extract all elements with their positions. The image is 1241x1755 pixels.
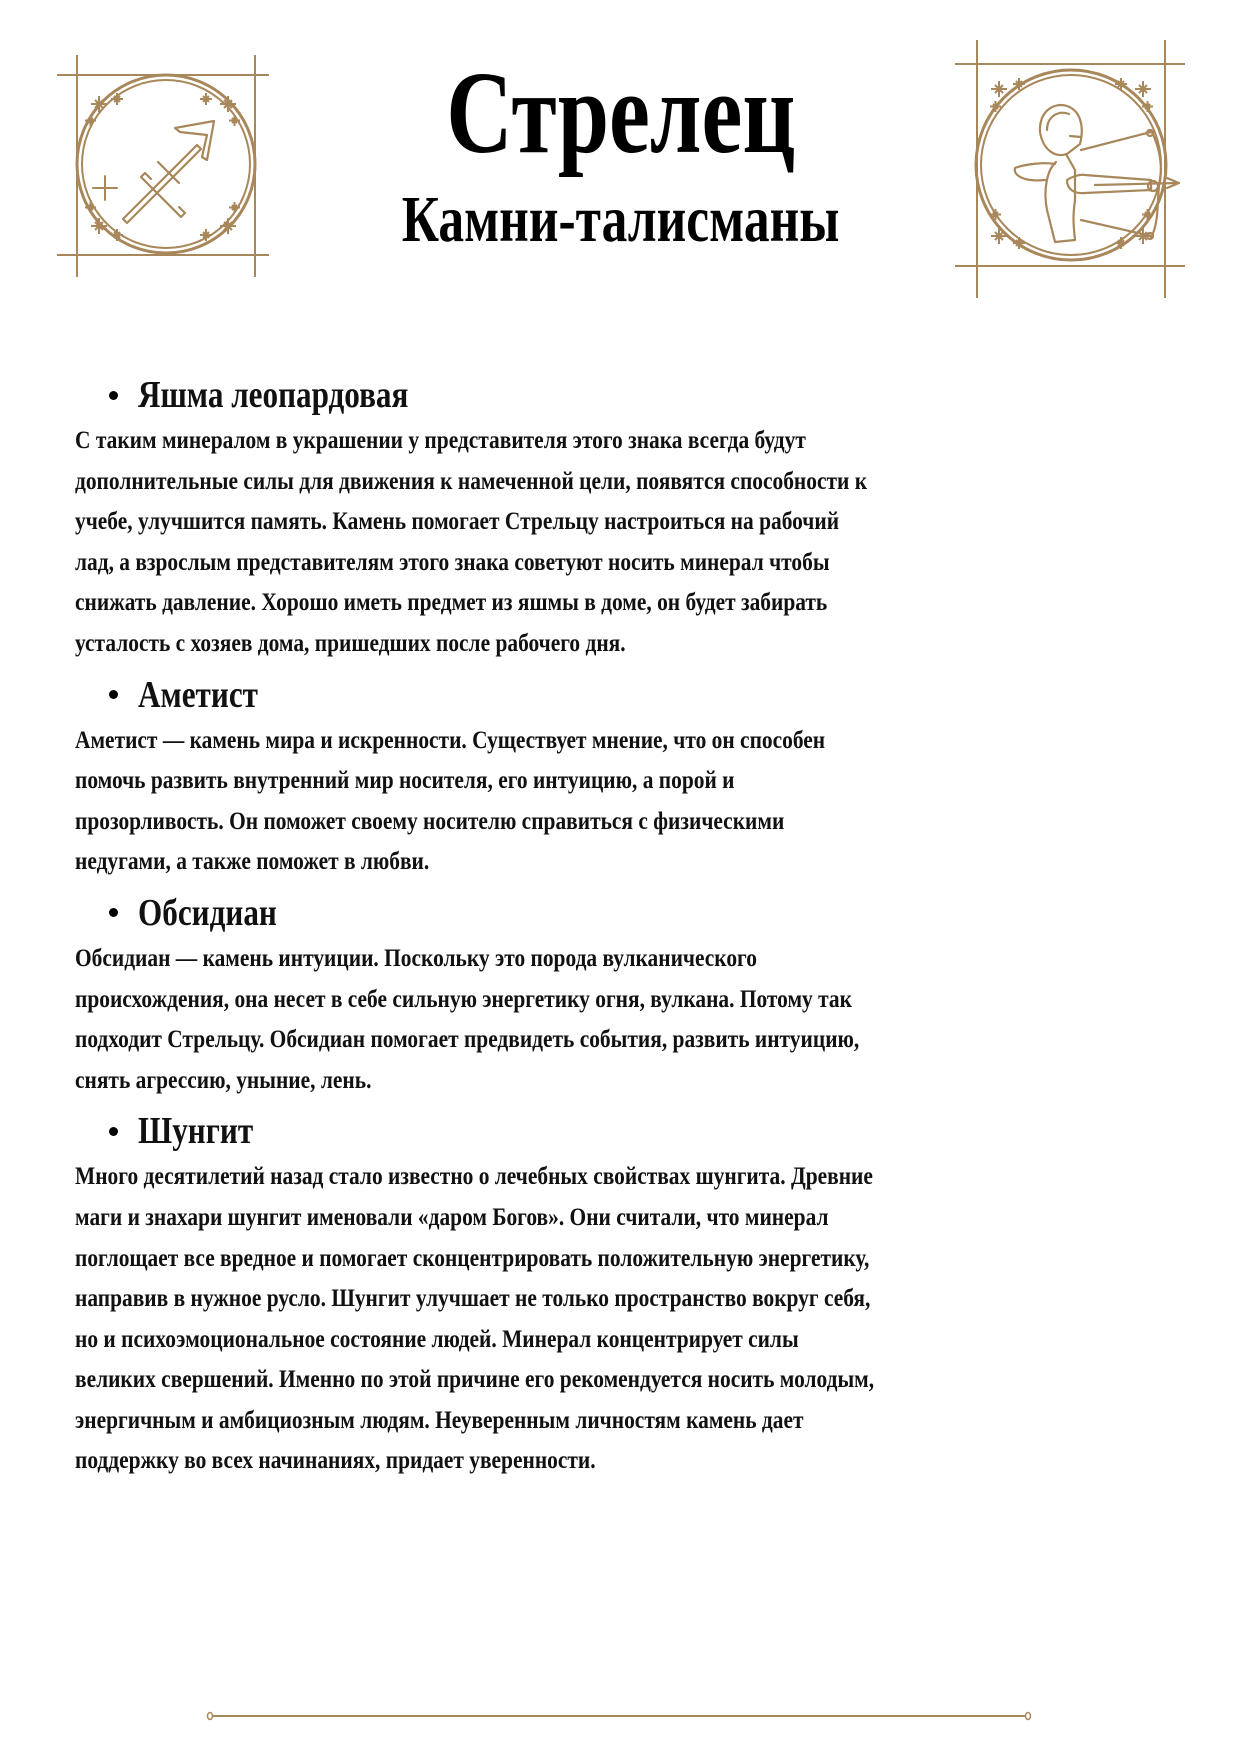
paragraph-line: недугами, а также поможет в любви. [75,846,430,876]
stone-section-amethyst [75,670,1185,882]
paragraph-line: лад, а взрослым представителям этого знака советуют носить минерал чтобы [75,546,830,576]
section-heading [75,1106,1185,1156]
footer-divider [206,1708,1032,1718]
paragraph-line: прозорливость. Он поможет своему носителю справиться с физическими [75,805,785,835]
bullet-icon [109,908,118,917]
paragraph-line: энергичным и амбициозным людям. Неуверенным личностям камень дает [75,1404,804,1434]
bullet-icon [109,391,118,400]
page-title: Стрелец [445,47,796,178]
section-heading [75,370,1185,420]
paragraph-line: усталость с хозяев дома, пришедших после рабочего дня. [75,627,626,657]
paragraph-line: С таким минералом в украшении у представителя этого знака всегда будут [75,425,806,454]
paragraph-line: поглощает все вредное и помогает сконцентрировать положительную энергетику, [75,1242,870,1272]
heading-text: Аметист [138,673,258,716]
paragraph-line: дополнительные силы для движения к намеченной цели, появятся способности к [75,465,868,495]
bullet-icon [109,1127,118,1136]
stone-section-shungite [75,1106,1185,1481]
section-paragraph [75,938,1185,1100]
section-heading [75,888,1185,938]
paragraph-line: снять агрессию, уныние, лень. [75,1064,372,1094]
section-paragraph [75,1156,1185,1481]
section-paragraph [75,420,1185,664]
stones-list [75,370,1185,1487]
paragraph-line: происхождения, она несет в себе сильную энергетику огня, вулкана. Потому так [75,983,852,1013]
paragraph-line: направив в нужное русло. Шунгит улучшает не только пространство вокруг себя, [75,1283,871,1313]
stone-section-jasper [75,370,1185,664]
paragraph-line: маги и знахари шунгит именовали «даром Богов». Они считали, что минерал [75,1201,829,1231]
stone-section-obsidian [75,888,1185,1100]
paragraph-line: поддержку во всех начинаниях, придает уверенности. [75,1445,596,1475]
paragraph-line: великих свершений. Именно по этой причине его рекомендуется носить молодым, [75,1364,875,1394]
paragraph-line: учебе, улучшится память. Камень помогает Стрельцу настроиться на рабочий [75,506,840,536]
paragraph-line: Много десятилетий назад стало известно о лечебных свойствах шунгита. Древние [75,1161,873,1191]
heading-text: Обсидиан [138,891,277,934]
bullet-icon [109,690,118,699]
paragraph-line: помочь развить внутренний мир носителя, его интуицию, а порой и [75,765,735,795]
paragraph-line: Аметист — камень мира и искренности. Существует мнение, что он способен [75,724,826,754]
heading-text: Шунгит [138,1110,254,1153]
paragraph-line: Обсидиан — камень интуиции. Поскольку это порода вулканического [75,942,757,972]
heading-text: Яшма леопардовая [138,374,409,416]
section-heading [75,670,1185,720]
paragraph-line: снижать давление. Хорошо иметь предмет из яшмы в доме, он будет забирать [75,587,828,617]
paragraph-line: но и психоэмоциональное состояние людей. Минерал концентрирует силы [75,1323,799,1353]
paragraph-line: подходит Стрельцу. Обсидиан помогает предвидеть события, развить интуицию, [75,1024,860,1054]
page-subtitle: Камни-талисманы [401,183,840,256]
section-paragraph [75,720,1185,882]
